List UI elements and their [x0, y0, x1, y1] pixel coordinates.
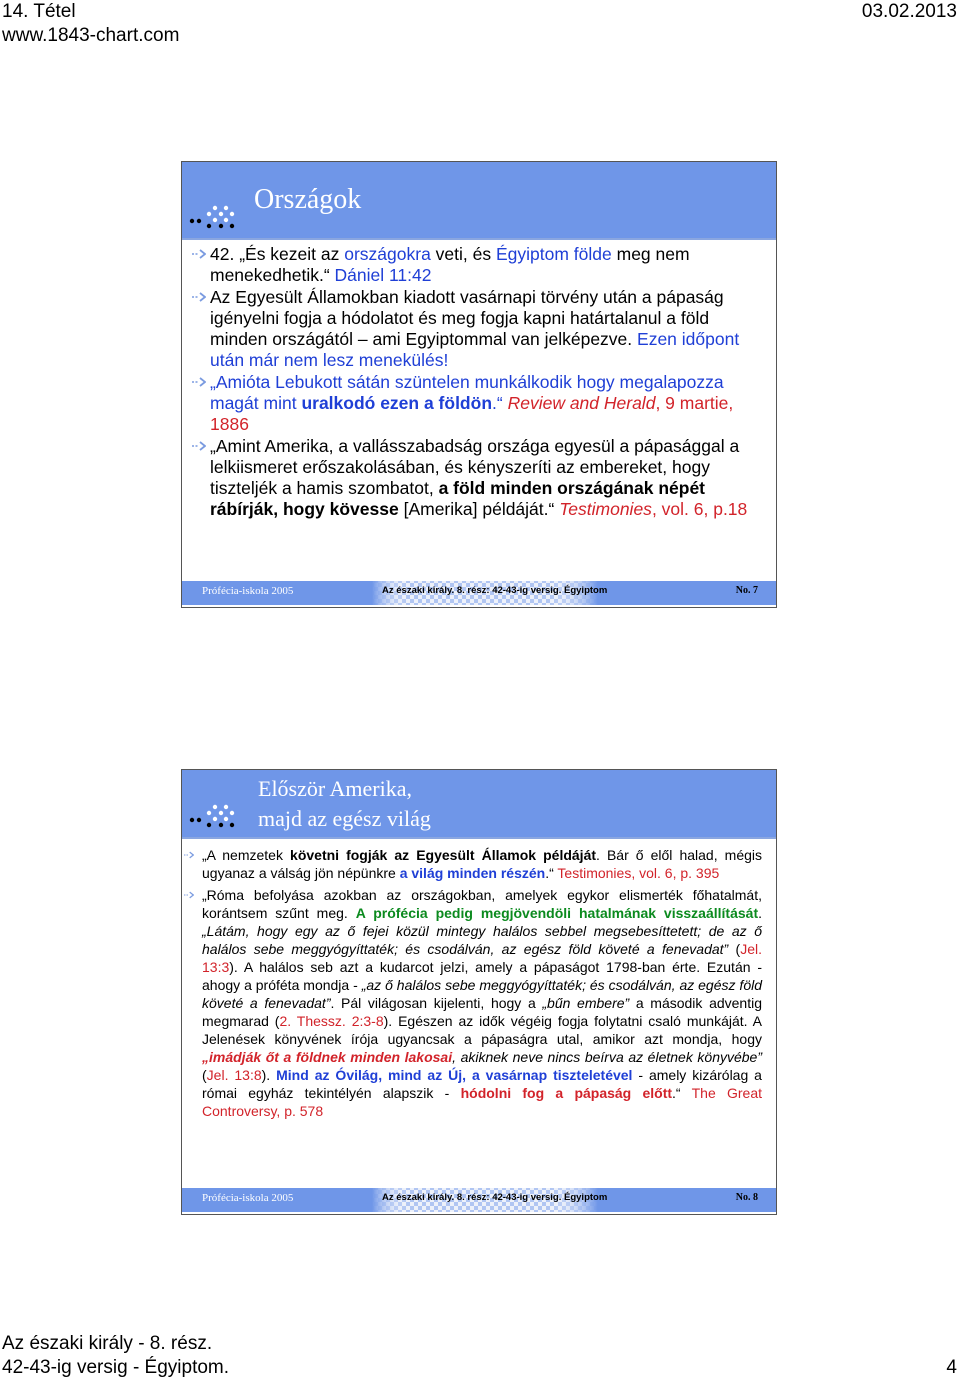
footer-slide-number: No. 7: [735, 585, 758, 596]
arrow-bullet-icon: [192, 248, 206, 260]
page-header-date: 03.02.2013: [861, 1, 957, 22]
dots-arrow-icon: [188, 795, 240, 829]
arrow-bullet-icon: [192, 440, 206, 452]
bullet-item: „Amint Amerika, a vallásszabadság országa egyesül a pápasággal a lelkiismeret erőszakolásában, és kényszeríti az embereket, hogy tiszteljék a hamis szombatot, a föld minden országának népét rábírják, hogy kövesse [Amerika] példáját.“ Testimonies, vol. 6, p.18: [192, 436, 760, 520]
page-header-url: www.1843-chart.com: [2, 25, 180, 46]
page-footer-line-1: Az északi király - 8. rész.: [2, 1333, 213, 1354]
footer-topic: Az északi király. 8. rész: 42-43-ig versig. Égyiptom: [382, 1192, 608, 1203]
title-divider: [182, 837, 776, 839]
slide-7: [181, 161, 777, 608]
bible-reference: Dániel 11:42: [334, 265, 432, 285]
bullet-item: „Amióta Lebukott sátán szüntelen munkálkodik hogy megalapozza magát mint uralkodó ezen a földön.“ Review and Herald, 9 martie, 1886: [192, 372, 760, 435]
slide-title: Először Amerika, majd az egész világ: [258, 776, 431, 831]
arrow-bullet-icon: [184, 889, 194, 901]
slide-title-bar: [182, 162, 776, 238]
page-number: 4: [946, 1357, 957, 1378]
slide-body: [182, 846, 762, 1124]
footer-slide-number: No. 8: [735, 1192, 758, 1203]
bullet-item: „A nemzetek követni fogják az Egyesült Államok példáját. Bár ő elől halad, mégis ugyanaz a válság jön népünkre a világ minden részén.“ Testimonies, vol. 6, p. 395: [182, 846, 762, 882]
arrow-bullet-icon: [192, 376, 206, 388]
arrow-bullet-icon: [192, 291, 206, 303]
bullet-item: 42. „És kezeit az országokra veti, és Égyiptom földe meg nem menekedhetik.“ Dániel 11:42: [192, 244, 760, 286]
slide-footer: [182, 1186, 776, 1214]
arrow-bullet-icon: [184, 849, 194, 861]
bullet-item: „Róma befolyása azokban az országokban, amelyek egykor elismerték főhatalmát, korántsem szűnt meg. A prófécia pedig megjövendöli hatalmának visszaállítását. „Látám, hogy egy az ő fejei közül mintegy halálos sebbel megsebesíttetett; de az ő halálos sebe meggyógyíttaték; és csodálván, az egész föld követé a fenevadat” (Jel. 13:3). A halálos seb azt a kudarcot jelzi, amely a pápaságot 1798-ban érte. Ezután - ahogy a próféta mondja - „az ő halálos sebe meggyógyíttaték; és csodálván, az egész föld követé a fenevadat”. Pál világosan kijelenti, hogy a „bűn embere” a második adventig megmarad (2. Thessz. 2:3-8). Egészen az idők végéig fogja folytatni csaló munkáját. A Jelenések könyvének írója ugyancsak a pápaságra utal, amikor azt mondja, hogy „imádják őt a földnek minden lakosai, akiknek neve nincs beírva az életnek könyvébe” (Jel. 13:8). Mind az Óvilág, mind az Új, a vasárnap tiszteletével - amely kizárólag a római egyház tekintélyén alapszik - hódolni fog a pápaság előtt.“ The Great Controversy, p. 578: [182, 886, 762, 1120]
dots-arrow-icon: [188, 196, 240, 230]
slide-8: [181, 769, 777, 1215]
page-footer-line-2: 42-43-ig versig - Égyiptom.: [2, 1357, 230, 1378]
bullet-item: Az Egyesült Államokban kiadott vasárnapi törvény után a pápaság igényelni fogja a hódolatot és meg fogja kapni határtalanul a föld minden országától – ami Egyiptommal van jelképezve. Ezen időpont után már nem lesz menekülés!: [192, 287, 760, 371]
slide-title-bar: [182, 770, 776, 837]
slide-body: [192, 244, 760, 521]
footer-school: Prófécia-iskola 2005: [202, 1192, 294, 1204]
page-header-title: 14. Tétel: [2, 1, 76, 22]
title-divider: [182, 238, 776, 240]
slide-footer: [182, 579, 776, 607]
footer-school: Prófécia-iskola 2005: [202, 585, 294, 597]
footer-topic: Az északi király. 8. rész: 42-43-ig versig. Égyiptom: [382, 585, 608, 596]
slide-title: Országok: [254, 184, 362, 215]
